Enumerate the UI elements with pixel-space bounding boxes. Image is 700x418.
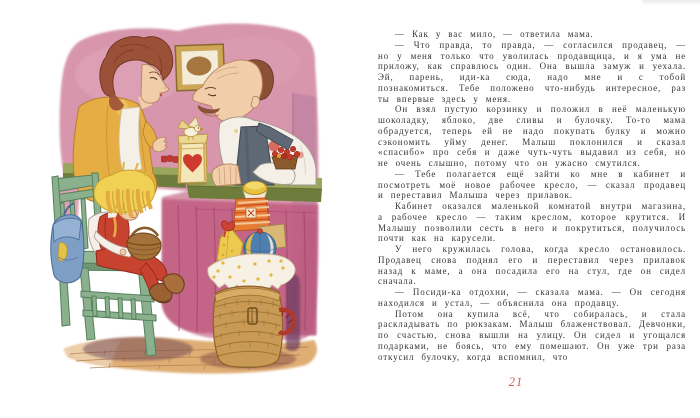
paragraph: Он взял пустую корзинку и положил в неё маленькую шоколадку, яблоко, две сливы и булочку. То-то мама обрадуется, теперь ей не надо покупать булку и можно сэкономить уйму денег. Малыш поклонился и сказал «спасибо» про себя и даже чуть-чуть выдавил из себя, но не очень слышно, потому что он ужасно смутился. — [378, 104, 686, 168]
page-number: 21 — [508, 375, 524, 389]
paragraph: У него кружилась голова, когда кресло остановилось. Продавец снова поднял его и переставил через прилавок назад к маме, а она посадила его на стул, где он сидел сначала. — [378, 244, 686, 287]
chair-shadow — [83, 337, 193, 361]
photo-edge-artifact — [642, 0, 700, 6]
candy-row — [162, 156, 179, 163]
paragraph: — Посиди-ка отдохни, — сказала мама. — Он сегодня находился и устал, — объяснила она продавцу. — [378, 287, 686, 308]
paragraph: — Что правда, то правда, — согласился продавец, — но у меня только что уволилась продавщица, и я ума не приложу, как справлюсь один. Она вышла замуж и уехала. Эй, парень, иди-ка сюда, надо мне и с тобой познакомиться. Тебе положено что-нибудь интересное, раз ты впервые здесь у меня. — [378, 39, 686, 104]
paragraph: — Как у вас мило, — ответила мама. — [395, 29, 594, 39]
right-page-text — [378, 29, 686, 362]
paragraph: — Тебе полагается ещё зайти ко мне в кабинет и посмотреть моё новое рабочее кресло, — сказал продавец и переставил Малыша через прилавок. — [378, 168, 686, 201]
left-page-illustration — [50, 5, 335, 405]
mother-shirt — [119, 107, 142, 173]
paragraph: Потом она купила всё, что собиралась, и стала раскладывать по рюкзакам. Малыш блаженствовал. Девчонки, по счастью, снова вышли на улицу. Он сидел и угощался подарками, не боясь, что ему помешают. Он уже три раза откусил булочку, когда вспомнил, что — [378, 308, 686, 362]
shop-scene-drawing — [50, 5, 335, 405]
paragraph: Кабинет оказался маленькой комнатой внутри магазина, а рабочее кресло — таким креслом, которое крутится. И Малышу позволили сесть в него и покрутиться, получилось почти как на карусели. — [378, 201, 686, 244]
wicker-hamper — [213, 286, 282, 367]
jam-jar — [243, 182, 267, 200]
shopkeeper-hands — [212, 164, 241, 186]
shopping-basket — [127, 228, 161, 260]
